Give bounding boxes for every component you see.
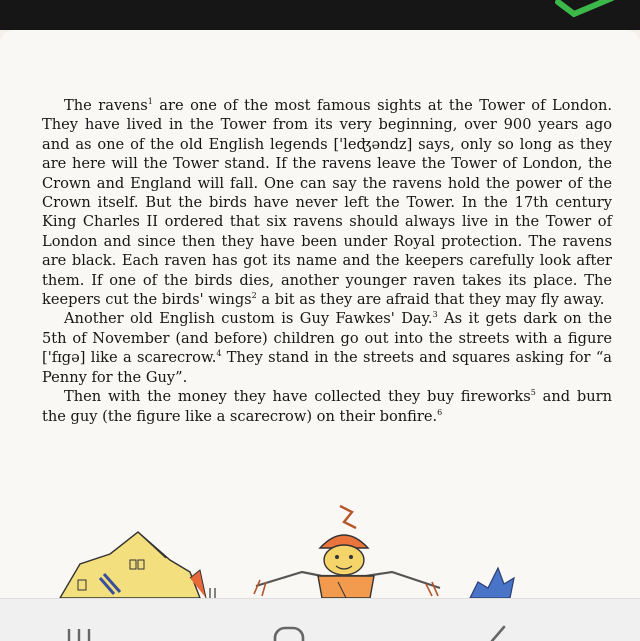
home-icon[interactable]	[272, 623, 306, 641]
book-page	[0, 30, 640, 598]
status-bar	[0, 0, 640, 30]
navigation-bar	[0, 598, 640, 641]
recent-apps-icon[interactable]	[64, 623, 94, 641]
text-run: Another old English custom is Guy Fawkes' Day.	[64, 310, 433, 328]
scarecrow-illustration	[40, 502, 600, 598]
text-run: The ravens	[64, 97, 148, 114]
footnote-marker-2: 2	[251, 291, 257, 301]
footnote-marker-3: 3	[432, 310, 438, 320]
text-run: As it gets dark on the 5th of November (and before) children go out into the streets with a figure ['fɪgə] like a scarecrow.	[42, 310, 612, 367]
paragraph-ravens	[42, 96, 612, 309]
footnote-marker-6: 6	[437, 407, 443, 417]
text-run: and burn the guy (the figure like a scarecrow) on their bonfire.	[42, 388, 612, 425]
scarecrow-drawing	[254, 506, 440, 598]
paragraph-fireworks	[42, 387, 612, 426]
footnote-marker-4: 4	[216, 349, 222, 359]
blue-splash-drawing	[470, 568, 514, 598]
paragraph-guy-fawkes	[42, 309, 612, 387]
text-run: Then with the money they have collected they buy fireworks	[64, 388, 531, 406]
text-body	[42, 96, 612, 426]
check-icon	[552, 0, 632, 18]
text-run: They stand in the streets and squares asking for “a Penny for the Guy”.	[42, 349, 612, 386]
back-icon[interactable]	[482, 623, 512, 641]
house-drawing	[60, 532, 215, 598]
text-run: are one of the most famous sights at the Tower of London. They have lived in the Tower from its very beginning, over 900 years ago and as one of the old English legends ['leʤəndz] says, only so long as they are here will the Tower stand. If the ravens leave the Tower of London, the Crown and England will fall. One can say the ravens hold the power of the Crown itself. But the birds have never left the Tower. In the 17th century King Charles II ordered that six ravens should always live in the Tower of London and since then they have been under Royal protection. The ravens are black. Each raven has got its name and the keepers carefully look after them. If one of the birds dies, another younger raven takes its place. The keepers cut the birds' wings	[42, 97, 613, 309]
footnote-marker-5: 5	[530, 388, 536, 398]
footnote-marker-1: 1	[147, 97, 153, 107]
text-run: a bit as they are afraid that they may fly away.	[256, 291, 605, 309]
